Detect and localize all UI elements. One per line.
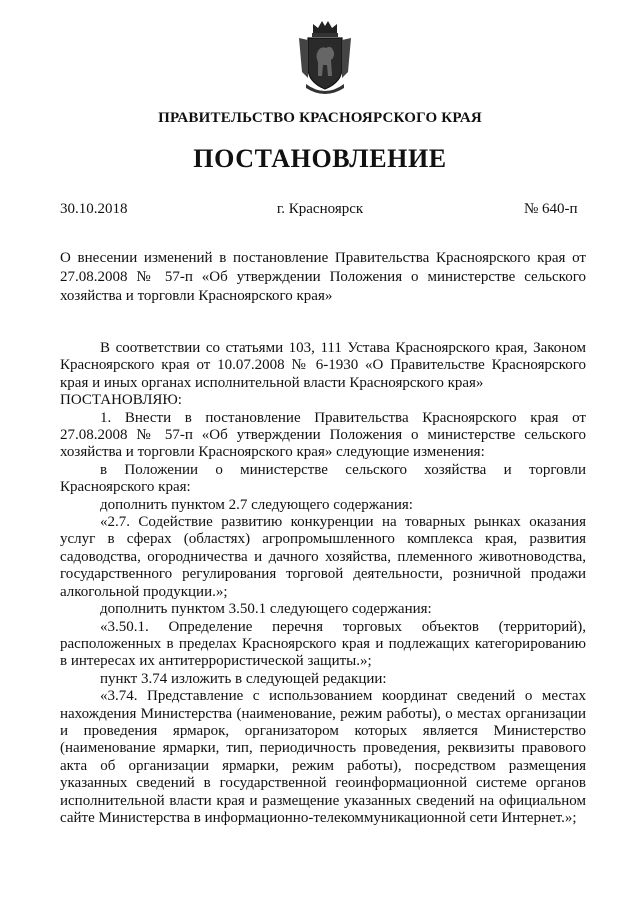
paragraph-add-2-7: дополнить пунктом 2.7 следующего содержания: bbox=[100, 496, 413, 513]
document-type-title: ПОСТАНОВЛЕНИЕ bbox=[193, 144, 447, 173]
paragraph-amend-3-74: пункт 3.74 изложить в следующей редакции: bbox=[100, 670, 387, 687]
document-number: № 640-п bbox=[524, 201, 578, 217]
krasnoyarsk-coat-of-arms-icon bbox=[296, 18, 354, 96]
document-date: 30.10.2018 bbox=[60, 201, 128, 217]
document-city: г. Красноярск bbox=[276, 201, 364, 217]
paragraph-resolve: ПОСТАНОВЛЯЮ: bbox=[60, 392, 182, 409]
paragraph-text-2-7: «2.7. Содействие развитию конкуренции на товарных рынках оказания услуг в сферах (областях) агропромышленного комплекса края, развития садоводства, огородничества и дачного хозяйства, племенного животноводства, государственного регулирования торговой деятельности, розничной продажи алкогольной продукции.»; bbox=[60, 514, 586, 600]
government-name: ПРАВИТЕЛЬСТВО КРАСНОЯРСКОГО КРАЯ bbox=[158, 110, 482, 126]
paragraph-legal-basis: В соответствии со статьями 103, 111 Устава Красноярского края, Законом Красноярского края от 10.07.2008 № 6-1930 «О Правительстве Красноярского края и иных органах исполнительной власти Красноярского края» bbox=[60, 340, 586, 391]
document-subject: О внесении изменений в постановление Правительства Красноярского края от 27.08.2008 № 57-п «Об утверждении Положения о министерстве сельского хозяйства и торговли Красноярского края» bbox=[60, 250, 586, 304]
paragraph-text-3-50-1: «3.50.1. Определение перечня торговых объектов (территорий), расположенных в пределах Красноярского края и подлежащих категорированию в интересах их антитеррористической защиты.»; bbox=[60, 618, 586, 670]
document-body bbox=[60, 340, 586, 827]
paragraph-add-3-50-1: дополнить пунктом 3.50.1 следующего содержания: bbox=[100, 601, 432, 618]
paragraph-regulation: в Положении о министерстве сельского хозяйства и торговли Красноярского края: bbox=[60, 461, 586, 496]
paragraph-item-1: 1. Внести в постановление Правительства Красноярского края от 27.08.2008 № 57-п «Об утверждении Положения о министерстве сельского хозяйства и торговли Красноярского края» следующие изменения: bbox=[60, 409, 586, 461]
paragraph-text-3-74: «3.74. Представление с использованием координат сведений о местах нахождения Министерства (наименование, режим работы), о местах организации и проведения ярмарок, организатором которых является Министерство (наименование ярмарки, тип, периодичность проведения, реквизиты правового акта об организации ярмарки, режим работы), посредством размещения указанных сведений в государственной геоинформационной системе органов исполнительной власти края и размещение указанных сведений на официальном сайте Министерства в информационно-телекоммуникационной сети Интернет.»; bbox=[60, 688, 586, 826]
